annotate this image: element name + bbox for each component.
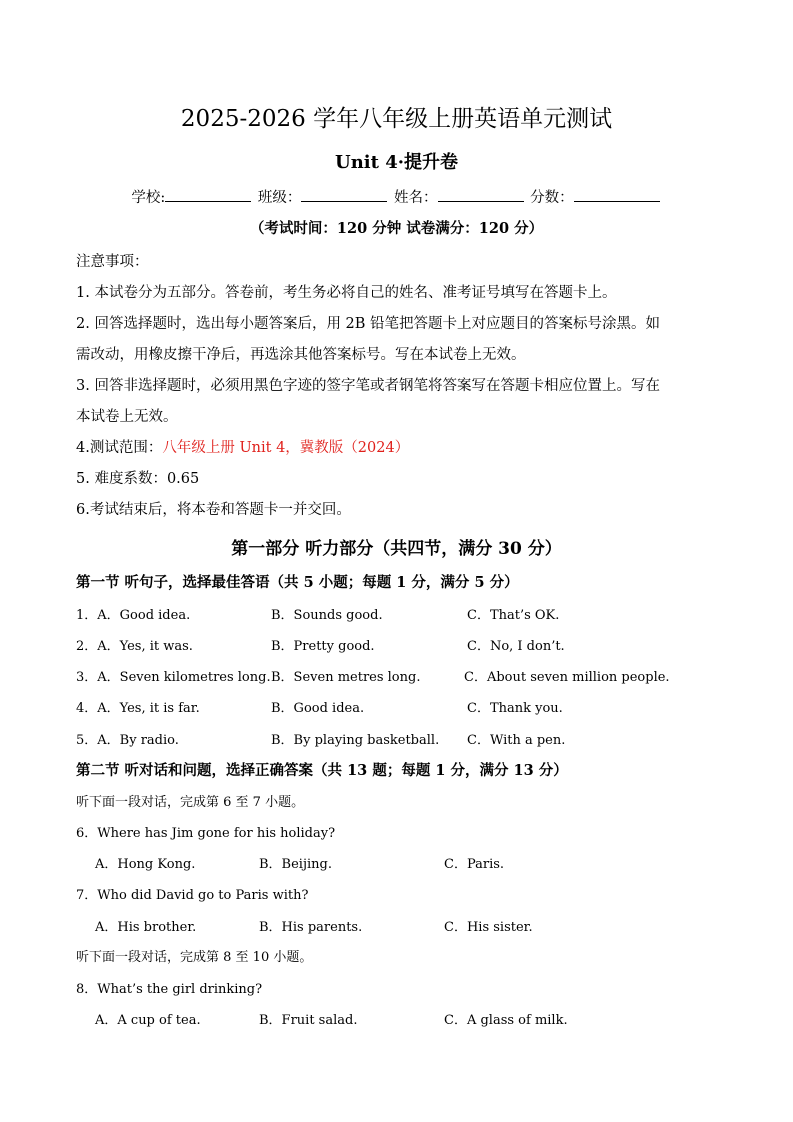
q1-option-b: B．Sounds good. — [271, 608, 383, 623]
q8-stem: 8．What’s the girl drinking? — [76, 982, 263, 997]
q1-option-a: 1．A．Good idea. — [76, 608, 191, 623]
page-title: 2025-2026 学年八年级上册英语单元测试 — [180, 106, 613, 132]
q6-option-a: A．Hong Kong. — [95, 857, 196, 872]
note-item-2-line-1: 2. 回答选择题时，选出每小题答案后，用 2B 铅笔把答题卡上对应题目的答案标号涂黑。如 — [76, 316, 661, 332]
school-blank — [165, 187, 251, 202]
exam-timing: （考试时间：120 分钟 试卷满分：120 分） — [249, 220, 544, 237]
section-2-heading: 第二节 听对话和问题，选择正确答案（共 13 题；每题 1 分，满分 13 分） — [76, 762, 568, 779]
q5-option-a: 5．A．By radio. — [76, 733, 179, 748]
class-blank — [301, 187, 387, 202]
q8-option-b: B．Fruit salad. — [259, 1013, 358, 1028]
name-label: 姓名： — [394, 190, 438, 206]
q5-option-b: B．By playing basketball. — [271, 733, 440, 748]
q6-option-b: B．Beijing. — [259, 857, 332, 872]
q7-option-c: C．His sister. — [444, 920, 533, 935]
score-label: 分数： — [530, 190, 574, 206]
q8-option-c: C．A glass of milk. — [444, 1013, 568, 1028]
dialogue-intro-2: 听下面一段对话，完成第 8 至 10 小题。 — [76, 950, 313, 965]
note-item-5: 5. 难度系数：0.65 — [76, 471, 200, 487]
section-1-heading: 第一节 听句子，选择最佳答语（共 5 小题；每题 1 分，满分 5 分） — [76, 574, 519, 591]
q4-option-b: B．Good idea. — [271, 701, 365, 716]
q5-option-c: C．With a pen. — [467, 733, 566, 748]
q3-option-c: C．About seven million people. — [464, 670, 670, 685]
q3-option-a: 3．A．Seven kilometres long. — [76, 670, 271, 685]
q1-option-c: C．That’s OK. — [467, 608, 560, 623]
note-item-4-label: 4.测试范围： — [76, 440, 163, 456]
note-item-3-line-1: 3. 回答非选择题时，必须用黑色字迹的签字笔或者钢笔将答案写在答题卡相应位置上。写在 — [76, 378, 660, 394]
q2-option-b: B．Pretty good. — [271, 639, 375, 654]
q6-option-c: C．Paris. — [444, 857, 505, 872]
q4-option-a: 4．A．Yes, it is far. — [76, 701, 200, 716]
q7-stem: 7．Who did David go to Paris with? — [76, 888, 309, 903]
q3-option-b: B．Seven metres long. — [271, 670, 421, 685]
student-info-line — [0, 186, 793, 207]
class-label: 班级： — [257, 190, 302, 206]
note-item-4-value: 八年级上册 Unit 4，冀教版（2024） — [162, 440, 410, 456]
school-label: 学校: — [131, 190, 166, 206]
q8-option-a: A．A cup of tea. — [95, 1013, 201, 1028]
page-subtitle: Unit 4·提升卷 — [335, 152, 458, 173]
notes-heading: 注意事项： — [76, 254, 149, 270]
name-blank — [438, 187, 524, 202]
note-item-4 — [76, 436, 409, 457]
q2-option-a: 2．A．Yes, it was. — [76, 639, 193, 654]
score-blank — [574, 187, 660, 202]
note-item-2-line-2: 需改动，用橡皮擦干净后，再选涂其他答案标号。写在本试卷上无效。 — [76, 347, 526, 363]
q7-option-b: B．His parents. — [259, 920, 363, 935]
q2-option-c: C．No, I don’t. — [467, 639, 565, 654]
part-1-heading: 第一部分 听力部分（共四节，满分 30 分） — [231, 539, 562, 559]
note-item-3-line-2: 本试卷上无效。 — [76, 409, 178, 425]
q4-option-c: C．Thank you. — [467, 701, 563, 716]
dialogue-intro-1: 听下面一段对话，完成第 6 至 7 小题。 — [76, 795, 305, 810]
note-item-6: 6.考试结束后，将本卷和答题卡一并交回。 — [76, 502, 351, 518]
q6-stem: 6．Where has Jim gone for his holiday? — [76, 826, 336, 841]
q7-option-a: A．His brother. — [95, 920, 197, 935]
note-item-1: 1. 本试卷分为五部分。答卷前，考生务必将自己的姓名、准考证号填写在答题卡上。 — [76, 285, 617, 301]
